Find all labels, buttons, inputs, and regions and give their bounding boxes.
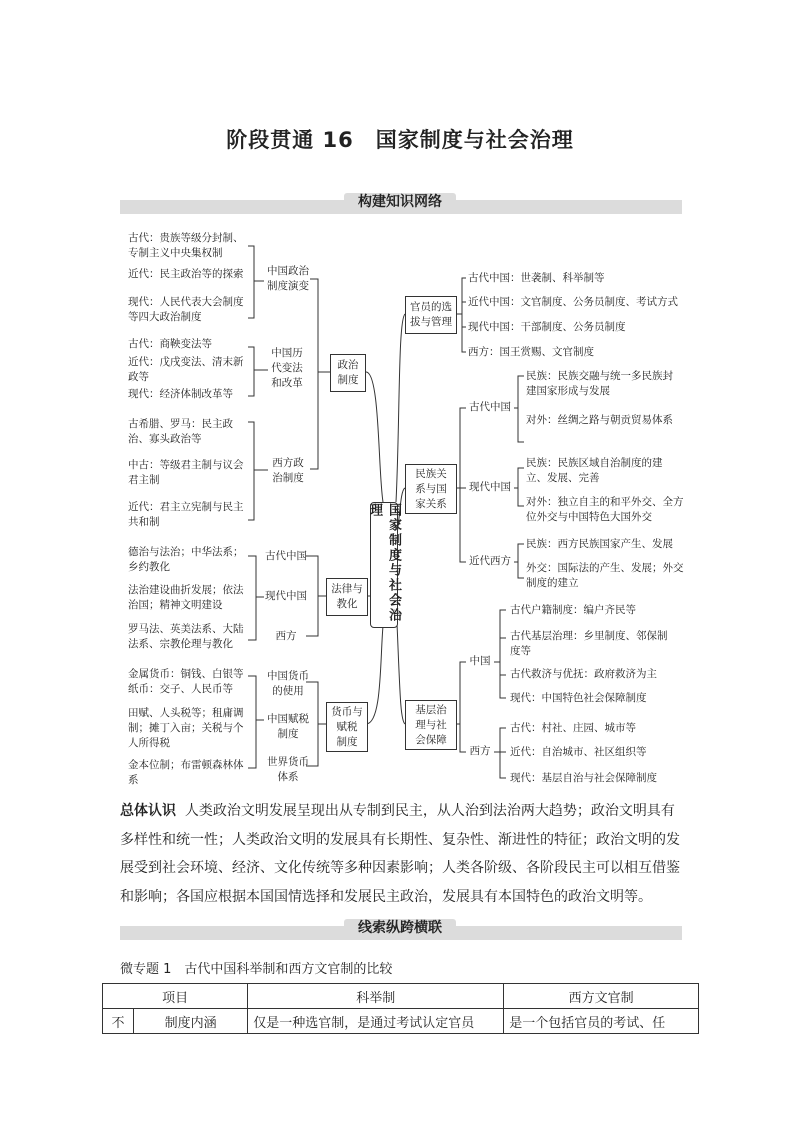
leaf-officials-west: 西方：国王赏赐、文官制度 [468,346,594,358]
leaf-grassroots-west-3: 现代：基层自治与社会保障制度 [510,772,657,784]
label-china-political-evolution: 中国政治 制度演变 [267,265,309,292]
summary-paragraph [120,797,688,911]
leaf-ethnic-ancient-1: 民族：民族交融与统一多民族封建国家形成与发展 [526,370,673,397]
table-header-civil-service: 西方文官制 [504,984,699,1009]
leaf-monetary-system: 金本位制；布雷顿森林体系 [128,759,244,786]
table-header-item: 项目 [103,984,248,1009]
mindmap-core: 国家制度与社会治理 [370,502,398,628]
leaf-ethnic-west-2: 外交：国际法的产生、发展；外交制度的建立 [526,562,684,589]
label-ethnic-ancient-china: 古代中国 [469,401,511,413]
leaf-modern-reform: 近代：戊戌变法、清末新政等 [128,356,244,383]
leaf-ancient-law: 德治与法治；中华法系；乡约教化 [128,546,244,573]
table-header-row [103,984,699,1009]
label-world-currency: 世界货币 体系 [267,756,309,783]
leaf-western-law: 罗马法、英美法系、大陆法系、宗教伦理与教化 [128,623,244,650]
subtopic-heading: 微专题 1 古代中国科举制和西方文官制的比较 [120,962,393,977]
leaf-officials-modern: 近代中国：文官制度、公务员制度、考试方式 [468,296,678,308]
table-cell-category: 不 [103,1009,134,1034]
label-ethnic-modern-west: 近代西方 [469,555,511,567]
leaf-ethnic-modern-1: 民族：民族区域自治制度的建立、发展、完善 [526,457,663,484]
box-currency-tax: 货币与 赋税 制度 [326,702,368,752]
label-law-ancient-china: 古代中国 [265,550,307,562]
table-cell-civil-service: 是一个包括官员的考试、任 [504,1009,699,1034]
leaf-grassroots-west-2: 近代：自治城市、社区组织等 [510,746,647,758]
leaf-ethnic-ancient-2: 对外：丝绸之路与朝贡贸易体系 [526,414,673,426]
leaf-ancient-political: 古代：贵族等级分封制、专制主义中央集权制 [128,232,244,259]
table-header-keju: 科举制 [248,984,504,1009]
leaf-greece-rome: 古希腊、罗马：民主政治、寡头政治等 [128,418,233,445]
label-china-reforms: 中国历 代变法 和改革 [271,347,303,389]
leaf-ancient-reform: 古代：商鞅变法等 [128,338,212,350]
section-heading-network: 构建知识网络 [0,191,800,211]
label-western-political: 西方政 治制度 [272,457,304,484]
table-cell-aspect: 制度内涵 [134,1009,248,1034]
leaf-grassroots-china-4: 现代：中国特色社会保障制度 [510,692,647,704]
leaf-contemporary-political: 现代：人民代表大会制度等四大政治制度 [128,296,244,323]
leaf-grassroots-west-1: 古代：村社、庄园、城市等 [510,722,636,734]
leaf-ethnic-west-1: 民族：西方民族国家产生、发展 [526,538,673,550]
leaf-medieval: 中古：等级君主制与议会君主制 [128,459,244,486]
leaf-grassroots-china-3: 古代救济与优抚：政府救济为主 [510,668,657,680]
leaf-tax: 田赋、人头税等；租庸调制；摊丁入亩；关税与个人所得税 [128,707,244,749]
leaf-ethnic-modern-2: 对外：独立自主的和平外交、全方位外交与中国特色大国外交 [526,496,684,523]
box-official-selection: 官员的选 拔与管理 [405,296,457,334]
label-ethnic-modern-china: 现代中国 [469,481,511,493]
box-grassroots: 基层治 理与社 会保障 [405,700,457,750]
label-law-west: 西方 [275,630,297,642]
leaf-officials-contemporary: 现代中国：干部制度、公务员制度 [468,321,626,333]
summary-text: 人类政治文明发展呈现出从专制到民主，从人治到法治两大趋势；政治文明具有多样性和统一性；人类政治文明的发展具有长期性、复杂性、渐进性的特征；政治文明的发展受到社会环境、经济、文化传统等多种因素影响；人类各阶级、各阶段民主可以相互借鉴和影响；各国应根据本国国情选择和发展民主政治，发展具有本国特色的政治文明等。 [120,803,680,905]
box-law-education: 法律与 教化 [326,578,368,616]
page-title: 阶段贯通 16 国家制度与社会治理 [226,128,574,152]
leaf-modern-west: 近代：君主立宪制与民主共和制 [128,501,244,528]
leaf-officials-ancient: 古代中国：世袭制、科举制等 [468,272,605,284]
leaf-currency: 金属货币：铜钱、白银等纸币：交子、人民币等 [128,668,244,695]
box-ethnic-relations: 民族关 系与国 家关系 [405,464,457,514]
label-china-tax: 中国赋税 制度 [267,713,309,740]
box-political-system: 政治 制度 [330,354,366,392]
leaf-contemporary-reform: 现代：经济体制改革等 [128,388,233,400]
summary-label: 总体认识 [120,803,176,819]
leaf-modern-democracy: 近代：民主政治等的探索 [128,268,244,280]
comparison-table [102,983,699,1034]
table-cell-keju: 仅是一种选官制，是通过考试认定官员 [248,1009,504,1034]
table-row [103,1009,699,1034]
label-grassroots-west: 西方 [469,745,491,757]
label-grassroots-china: 中国 [469,655,491,667]
section-heading-clues: 线索纵跨横联 [0,917,800,937]
label-china-currency: 中国货币 的使用 [267,670,309,697]
leaf-modern-law: 法治建设曲折发展；依法治国；精神文明建设 [128,584,244,611]
leaf-grassroots-china-1: 古代户籍制度：编户齐民等 [510,604,636,616]
label-law-modern-china: 现代中国 [265,590,307,602]
leaf-grassroots-china-2: 古代基层治理：乡里制度、邻保制度等 [510,630,668,657]
